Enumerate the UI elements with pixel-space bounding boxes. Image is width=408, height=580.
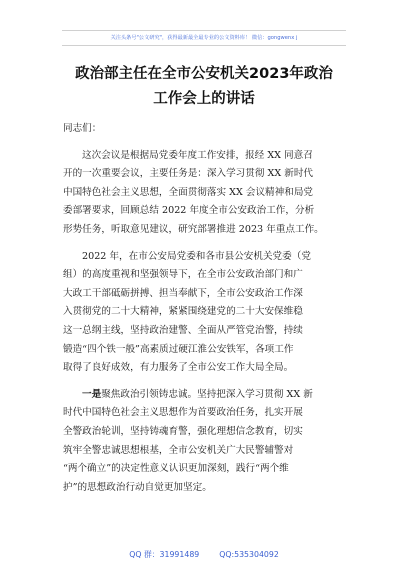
paragraph-line: 中国特色社会主义思想，全面贯彻落实 XX 会议精神和局党 [63, 186, 314, 198]
footer-qq-group: QQ 群：31991489 [129, 550, 200, 559]
paragraph-line: 时代中国特色社会主义思想作为首要政治任务，扎实开展 [63, 407, 303, 419]
document-body [63, 120, 351, 505]
salutation [63, 120, 351, 139]
paragraph-line: 大政工干部砥砺拼搏、担当奉献下，全市公安政治工作深 [63, 287, 303, 299]
paragraph-1 [63, 147, 351, 240]
paragraph-line: 委部署要求，回顾总结 2022 年度全市公安政治工作，分析 [63, 205, 315, 217]
paragraph-3 [63, 386, 351, 498]
paragraph-line: 2022 年，在市公安局党委和各市县公安机关党委（党 [82, 250, 311, 262]
paragraph-line: 开的一次重要会议，主要任务是：深入学习贯彻 XX 新时代 [63, 168, 314, 180]
paragraph-2 [63, 248, 351, 378]
paragraph-line: 全警政治轮训，坚持铸魂育警，强化理想信念教育，切实 [63, 425, 303, 437]
title-line-2: 工作会上的讲话 [153, 91, 255, 107]
title-line-1: 政治部主任在全市公安机关2023年政治 [75, 66, 333, 82]
paragraph-line: 入贯彻党的二十大精神，紧紧围绕建党的二十大安保维稳 [63, 306, 303, 318]
paragraph-line: 筑牢全警忠诚思想根基，全市公安机关广大民警辅警对 [63, 444, 294, 456]
paragraph-line-text: 聚焦政治引领铸忠诚。坚持把深入学习贯彻 XX 新 [101, 388, 313, 400]
paragraph-line: “两个确立”的决定性意义认识更加深刻，践行“两个维 [63, 463, 289, 475]
footer-contact [0, 549, 408, 560]
paragraph-line: 护”的思想政治行动自觉更加坚定。 [63, 481, 212, 493]
paragraph-line: 这次会议是根据局党委年度工作安排，报经 XX 同意召 [82, 149, 313, 161]
paragraph-line: 组）的高度重视和坚强领导下，在全市公安政治部门和广 [63, 269, 303, 281]
footer-qq: QQ:535304092 [219, 550, 279, 559]
paragraph-line: 形势任务，听取意见建议，研究部署推进 2023 年重点工作。 [63, 223, 324, 235]
paragraph-line: 锻造“四个铁一般”高素质过硬江淮公安铁军，各项工作 [63, 343, 294, 355]
salutation-text: 同志们： [63, 123, 102, 134]
header-banner: 关注头条号"公文研究"，获得最新最全最专业的公文资料库！ 微信：gongwenx j [62, 30, 346, 46]
paragraph-lead: 一是 [82, 388, 102, 400]
document-title [40, 62, 368, 112]
paragraph-line: 这一总纲主线，坚持政治建警、全面从严管党治警，持续 [63, 324, 303, 336]
paragraph-line [63, 386, 351, 405]
paragraph-line: 取得了良好成效，有力服务了全市公安工作大局全局。 [63, 362, 294, 374]
